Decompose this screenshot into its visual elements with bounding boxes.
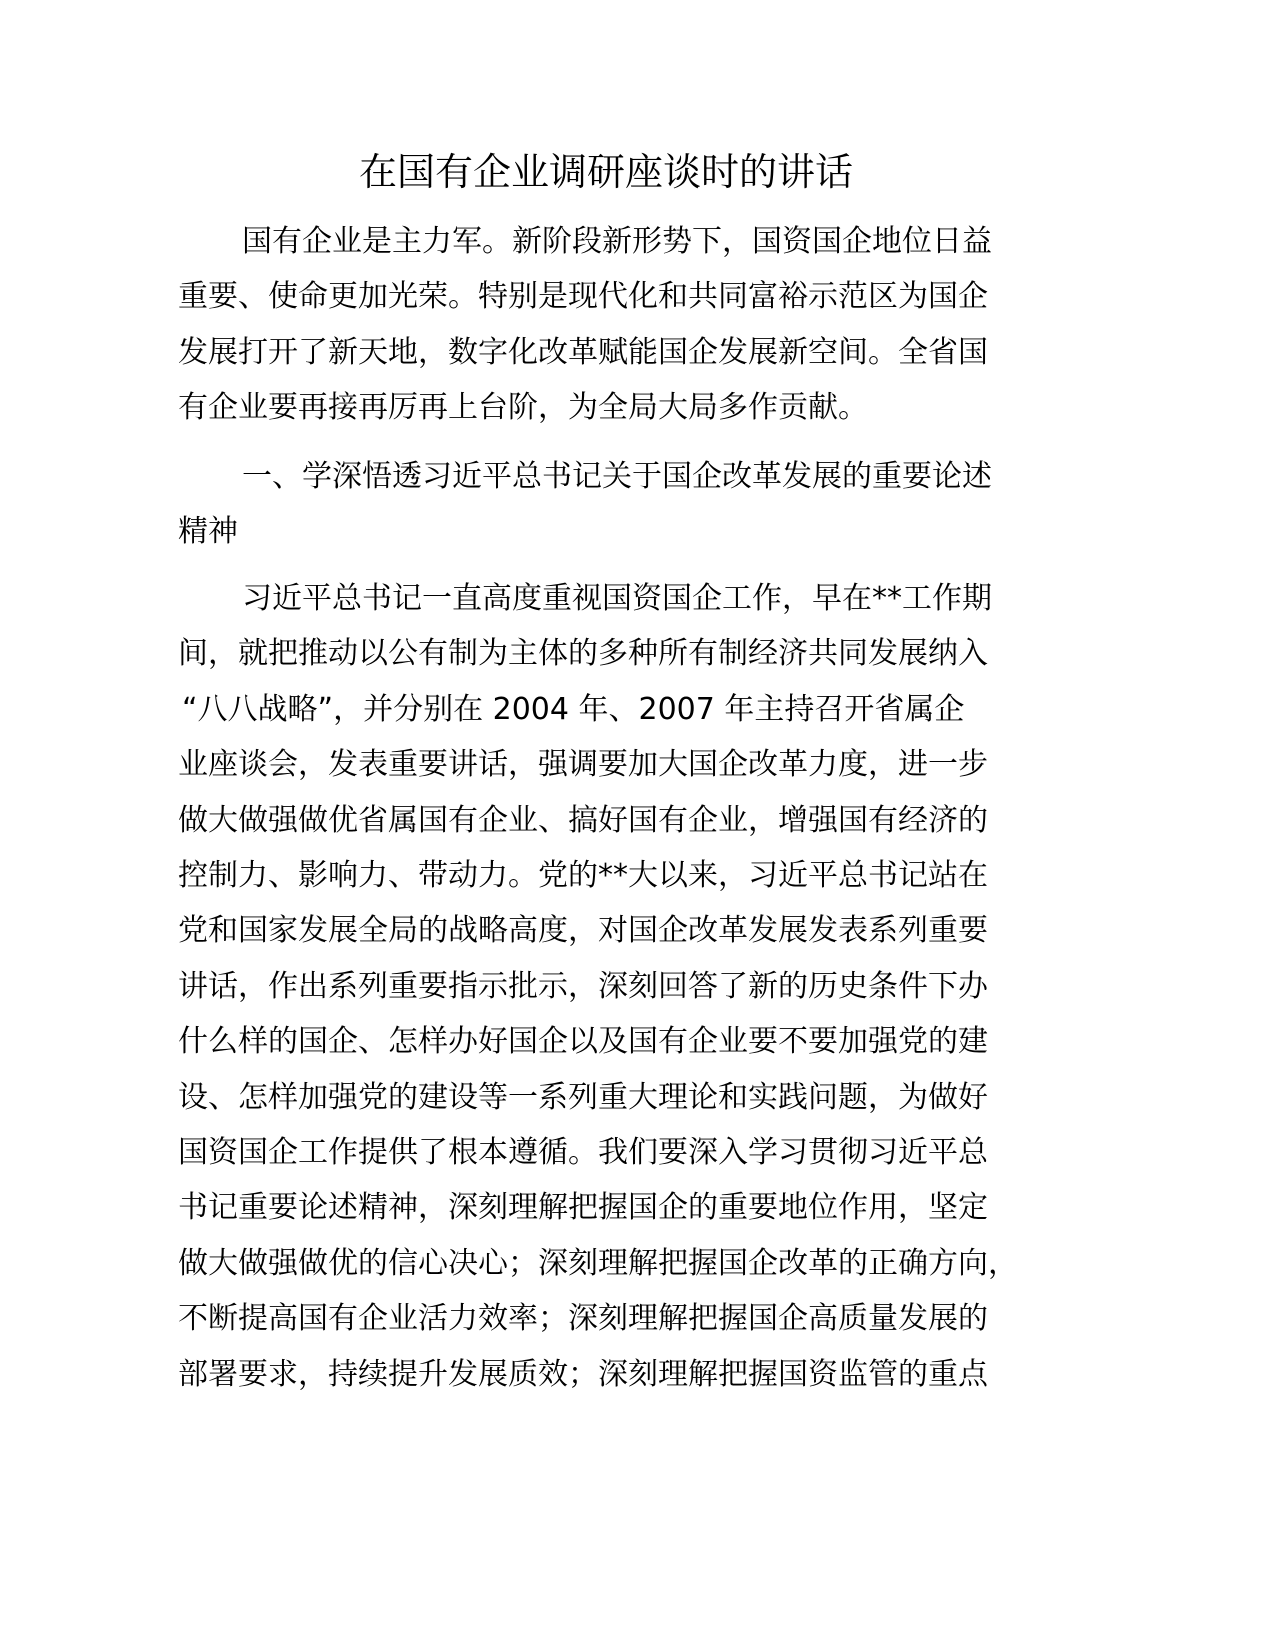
text-line: 国资国企工作提供了根本遵循。我们要深入学习贯彻习近平总 (178, 1135, 988, 1170)
text-line: “八八战略”，并分别在 2004 年、2007 年主持召开省属企 (182, 691, 965, 727)
text-line: 什么样的国企、怎样办好国企以及国有企业要不要加强党的建 (178, 1024, 988, 1060)
document-title: 在国有企业调研座谈时的讲话 (358, 150, 853, 194)
text-line: 书记重要论述精神，深刻理解把握国企的重要地位作用，坚定 (178, 1190, 988, 1226)
text-line: 有企业要再接再厉再上台阶，为全局大局多作贡献。 (178, 390, 868, 426)
text-line: 不断提高国有企业活力效率；深刻理解把握国企高质量发展的 (178, 1301, 988, 1337)
text-line: 设、怎样加强党的建设等一系列重大理论和实践问题，为做好 (178, 1079, 988, 1115)
text-line: 间，就把推动以公有制为主体的多种所有制经济共同发展纳入 (178, 636, 988, 672)
text-line: 部署要求，持续提升发展质效；深刻理解把握国资监管的重点 (178, 1356, 988, 1392)
text-line: 党和国家发展全局的战略高度，对国企改革发展发表系列重要 (178, 913, 988, 949)
text-line: 精神 (178, 514, 238, 550)
text-line: 一、学深悟透习近平总书记关于国企改革发展的重要论述 (242, 459, 992, 494)
text-line: 做大做强做优省属国有企业、搞好国有企业，增强国有经济的 (178, 802, 988, 838)
text-line: 业座谈会，发表重要讲话，强调要加大国企改革力度，进一步 (178, 747, 988, 783)
text-line: 国有企业是主力军。新阶段新形势下，国资国企地位日益 (242, 224, 992, 259)
text-line: 发展打开了新天地，数字化改革赋能国企发展新空间。全省国 (178, 334, 988, 370)
text-line: 习近平总书记一直高度重视国资国企工作，早在**工作期 (242, 581, 992, 616)
text-line: 做大做强做优的信心决心；深刻理解把握国企改革的正确方向， (178, 1245, 1018, 1281)
text-line: 讲话，作出系列重要指示批示，深刻回答了新的历史条件下办 (178, 968, 988, 1004)
text-line: 重要、使命更加光荣。特别是现代化和共同富裕示范区为国企 (178, 279, 988, 315)
text-line: 控制力、影响力、带动力。党的**大以来，习近平总书记站在 (178, 858, 988, 893)
